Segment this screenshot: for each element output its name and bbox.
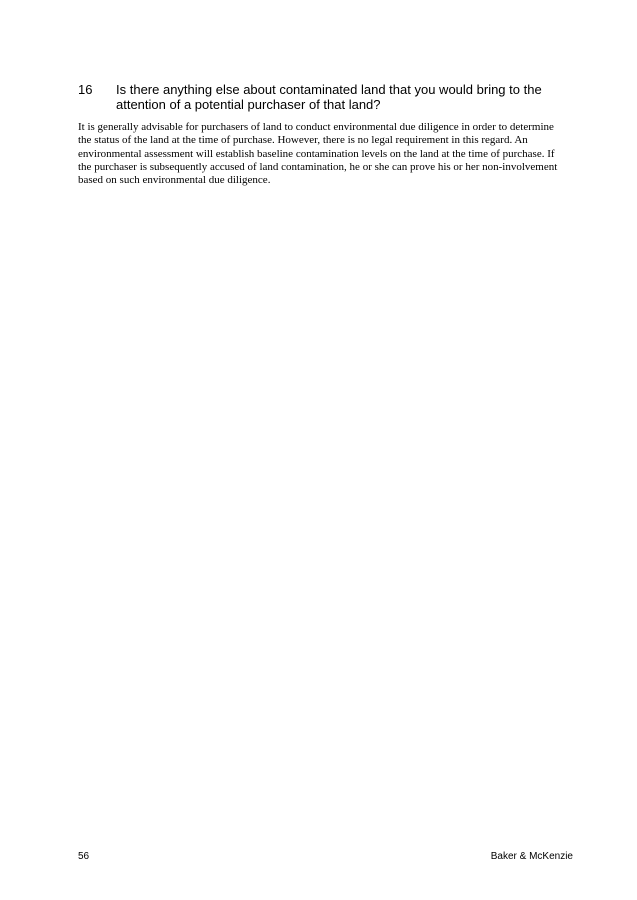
- section-title: Is there anything else about contaminated land that you would bring to the attention of a potential purchaser of that land?: [116, 82, 542, 112]
- firm-name: Baker & McKenzie: [490, 851, 573, 862]
- body-paragraph: It is generally advisable for purchasers of land to conduct environmental due diligence in order to determine the status of the land at the time of purchase. However, there is no legal requirement in this regard. An environmental assessment will establish baseline contamination levels on the land at the time of purchase. If the purchaser is subsequently accused of land contamination, he or she can prove his or her non-involvement based on such environmental due diligence.: [78, 121, 558, 187]
- page-footer: [78, 851, 573, 863]
- section-heading: [78, 82, 568, 112]
- page-number: 56: [78, 851, 90, 862]
- section-number: 16: [78, 82, 93, 97]
